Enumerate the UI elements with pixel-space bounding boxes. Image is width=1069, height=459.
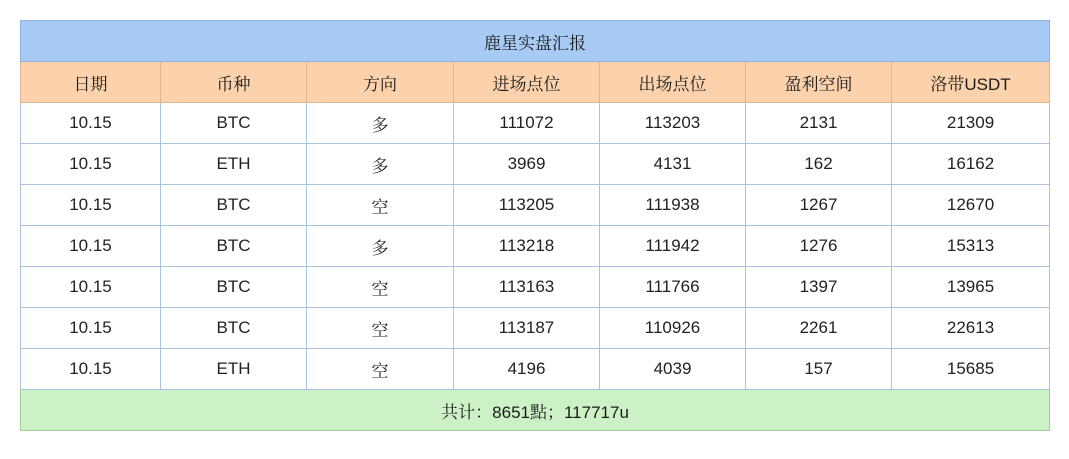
- cell-date: 10.15: [21, 226, 161, 267]
- cell-date: 10.15: [21, 103, 161, 144]
- cell-coin: BTC: [161, 308, 307, 349]
- total-summary: 共计：8651點；117717u: [21, 390, 1050, 431]
- table-row: [21, 308, 1050, 349]
- cell-entry-price: 3969: [454, 144, 600, 185]
- table-title: 鹿星实盘汇报: [21, 21, 1050, 62]
- cell-entry-price: 113218: [454, 226, 600, 267]
- cell-profit-range: 162: [746, 144, 892, 185]
- trading-report-table: [20, 20, 1050, 431]
- cell-exit-price: 111942: [600, 226, 746, 267]
- cell-direction: 多: [307, 144, 454, 185]
- cell-entry-price: 4196: [454, 349, 600, 390]
- cell-date: 10.15: [21, 144, 161, 185]
- cell-coin: ETH: [161, 144, 307, 185]
- cell-date: 10.15: [21, 185, 161, 226]
- cell-exit-price: 4131: [600, 144, 746, 185]
- cell-direction: 多: [307, 103, 454, 144]
- table-row: [21, 226, 1050, 267]
- column-header-coin: 币种: [161, 62, 307, 103]
- table-header-row: [21, 62, 1050, 103]
- cell-profit-range: 2261: [746, 308, 892, 349]
- cell-date: 10.15: [21, 349, 161, 390]
- table-row: [21, 144, 1050, 185]
- cell-entry-price: 111072: [454, 103, 600, 144]
- cell-exit-price: 113203: [600, 103, 746, 144]
- cell-date: 10.15: [21, 308, 161, 349]
- cell-entry-price: 113163: [454, 267, 600, 308]
- cell-coin: ETH: [161, 349, 307, 390]
- cell-direction: 空: [307, 349, 454, 390]
- cell-coin: BTC: [161, 185, 307, 226]
- cell-direction: 空: [307, 267, 454, 308]
- cell-entry-price: 113187: [454, 308, 600, 349]
- cell-usdt: 12670: [892, 185, 1050, 226]
- table-row: [21, 185, 1050, 226]
- cell-profit-range: 2131: [746, 103, 892, 144]
- cell-coin: BTC: [161, 103, 307, 144]
- table-row: [21, 103, 1050, 144]
- column-header-entry-price: 进场点位: [454, 62, 600, 103]
- column-header-usdt: 洛带USDT: [892, 62, 1050, 103]
- table-row: [21, 349, 1050, 390]
- cell-profit-range: 157: [746, 349, 892, 390]
- cell-usdt: 16162: [892, 144, 1050, 185]
- column-header-direction: 方向: [307, 62, 454, 103]
- column-header-date: 日期: [21, 62, 161, 103]
- cell-profit-range: 1267: [746, 185, 892, 226]
- cell-direction: 多: [307, 226, 454, 267]
- cell-coin: BTC: [161, 267, 307, 308]
- cell-usdt: 22613: [892, 308, 1050, 349]
- cell-usdt: 15313: [892, 226, 1050, 267]
- cell-profit-range: 1397: [746, 267, 892, 308]
- table-total-row: [21, 390, 1050, 431]
- table-title-row: [21, 21, 1050, 62]
- cell-usdt: 13965: [892, 267, 1050, 308]
- table-row: [21, 267, 1050, 308]
- cell-date: 10.15: [21, 267, 161, 308]
- column-header-profit-range: 盈利空间: [746, 62, 892, 103]
- cell-usdt: 21309: [892, 103, 1050, 144]
- cell-direction: 空: [307, 185, 454, 226]
- column-header-exit-price: 出场点位: [600, 62, 746, 103]
- cell-exit-price: 110926: [600, 308, 746, 349]
- cell-coin: BTC: [161, 226, 307, 267]
- cell-exit-price: 111766: [600, 267, 746, 308]
- cell-direction: 空: [307, 308, 454, 349]
- cell-exit-price: 4039: [600, 349, 746, 390]
- cell-profit-range: 1276: [746, 226, 892, 267]
- cell-entry-price: 113205: [454, 185, 600, 226]
- cell-exit-price: 111938: [600, 185, 746, 226]
- cell-usdt: 15685: [892, 349, 1050, 390]
